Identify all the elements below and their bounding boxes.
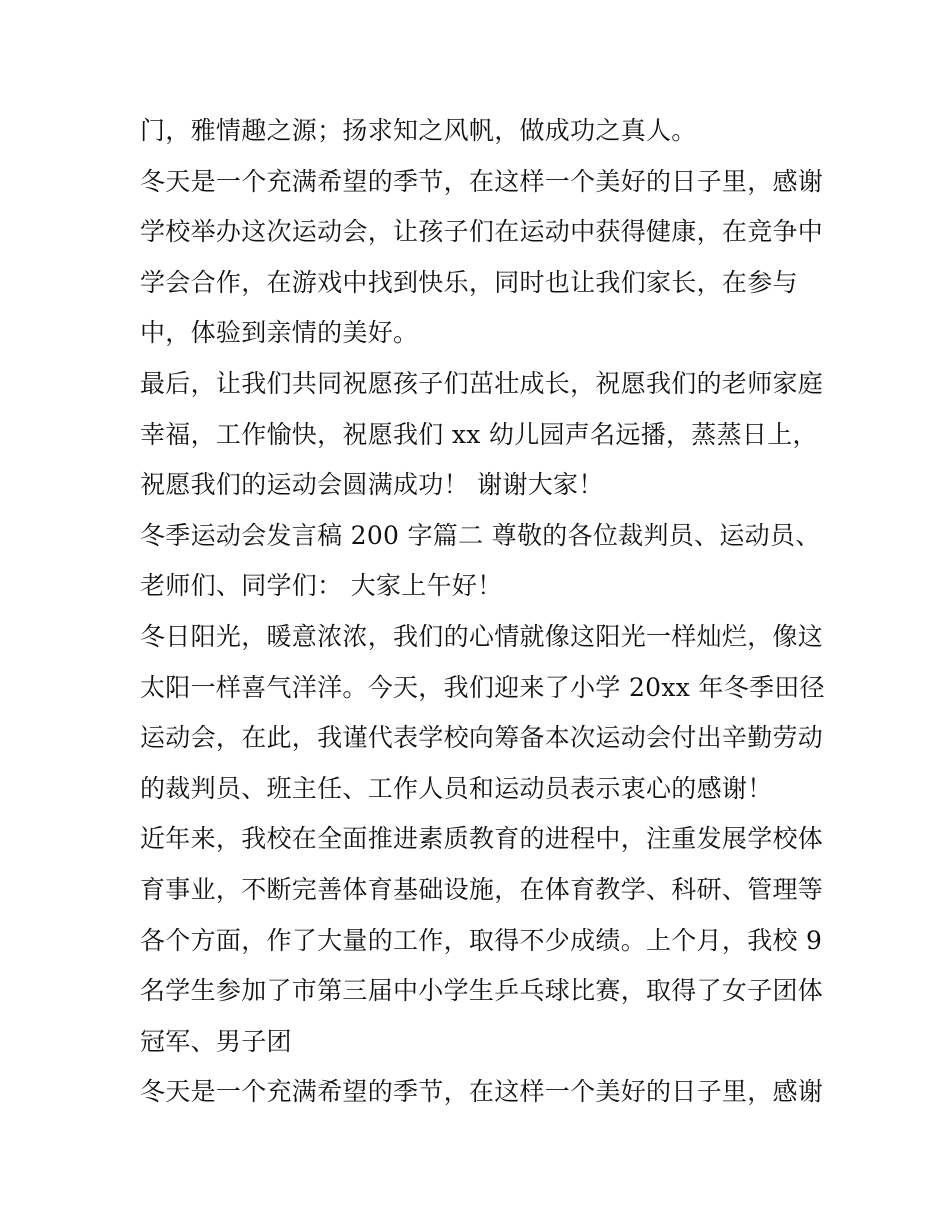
document-body	[140, 106, 825, 1118]
text-line: 太阳一样喜气洋洋。今天，我们迎来了小学 20xx 年冬季田径	[140, 672, 825, 702]
paragraph-7	[140, 1067, 824, 1118]
text-line: 名学生参加了市第三届中小学生乒乓球比赛，取得了女子团体	[140, 976, 824, 1006]
text-line: 幸福，工作愉快，祝愿我们 xx 幼儿园声名远播，蒸蒸日上，	[140, 419, 818, 449]
paragraph-5	[140, 612, 825, 814]
text-line: 祝愿我们的运动会圆满成功！ 谢谢大家！	[140, 470, 604, 500]
paragraph-4	[140, 511, 820, 612]
paragraph-1	[140, 106, 820, 157]
text-line: 的裁判员、班主任、工作人员和运动员表示衷心的感谢！	[140, 773, 773, 803]
paragraph-6	[140, 814, 824, 1067]
text-line: 学校举办这次运动会，让孩子们在运动中获得健康，在竞争中	[140, 217, 824, 247]
text-line: 冠军、男子团	[140, 1026, 292, 1056]
text-line: 最后，让我们共同祝愿孩子们茁壮成长，祝愿我们的老师家庭	[140, 368, 824, 398]
text-line: 冬日阳光，暖意浓浓，我们的心情就像这阳光一样灿烂，像这	[140, 621, 824, 651]
text-line: 运动会，在此，我谨代表学校向筹备本次运动会付出辛勤劳动	[140, 723, 824, 753]
text-line: 老师们、同学们： 大家上午好！	[140, 571, 503, 601]
paragraph-3	[140, 359, 824, 511]
text-line: 各个方面，作了大量的工作，取得不少成绩。上个月，我校 9	[140, 925, 823, 955]
text-line: 冬季运动会发言稿 200 字篇二 尊敬的各位裁判员、运动员、	[140, 520, 821, 550]
text-line: 冬天是一个充满希望的季节，在这样一个美好的日子里，感谢	[140, 166, 824, 196]
text-line: 冬天是一个充满希望的季节，在这样一个美好的日子里，感谢	[140, 1077, 824, 1107]
text-line: 门，雅情趣之源；扬求知之风帆，做成功之真人。	[140, 116, 697, 145]
text-line: 学会合作，在游戏中找到快乐，同时也让我们家长，在参与	[140, 267, 798, 297]
text-line: 中，体验到亲情的美好。	[140, 318, 419, 348]
text-line: 近年来，我校在全面推进素质教育的进程中，注重发展学校体	[140, 824, 824, 854]
paragraph-2	[140, 157, 824, 359]
text-line: 育事业，不断完善体育基础设施，在体育教学、科研、管理等	[140, 874, 824, 904]
